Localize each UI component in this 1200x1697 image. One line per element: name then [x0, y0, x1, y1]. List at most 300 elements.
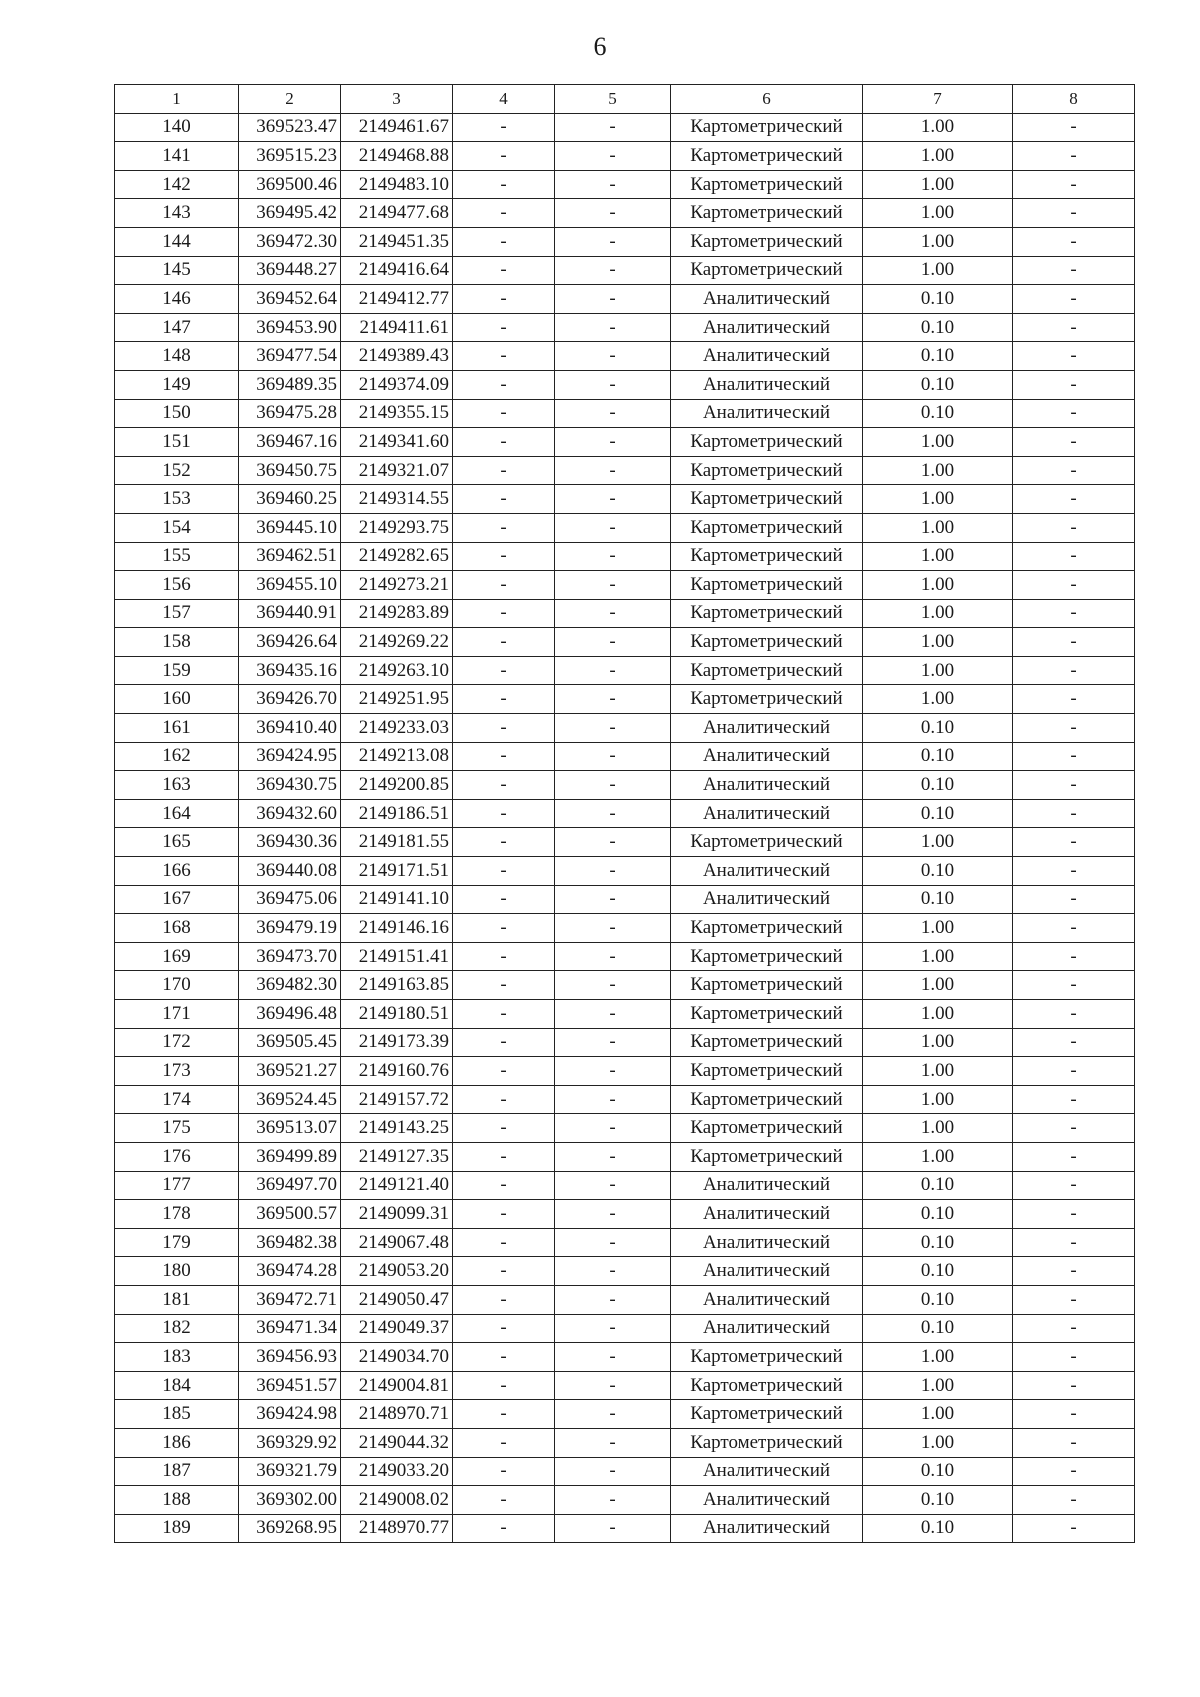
col-4-cell: -	[453, 1314, 555, 1343]
table-row	[115, 227, 1135, 256]
col-5-cell: -	[555, 1400, 671, 1429]
col-4-cell: -	[453, 914, 555, 943]
col-5-cell: -	[555, 1257, 671, 1286]
coord-x-cell: 369472.71	[239, 1285, 341, 1314]
point-number-cell: 172	[115, 1028, 239, 1057]
col-8-cell: -	[1013, 399, 1135, 428]
coord-x-cell: 369474.28	[239, 1257, 341, 1286]
coord-x-cell: 369268.95	[239, 1514, 341, 1543]
col-5-cell: -	[555, 1171, 671, 1200]
point-number-cell: 187	[115, 1457, 239, 1486]
coord-x-cell: 369426.70	[239, 685, 341, 714]
coord-y-cell: 2149121.40	[341, 1171, 453, 1200]
col-8-cell: -	[1013, 628, 1135, 657]
coord-y-cell: 2149151.41	[341, 942, 453, 971]
coord-y-cell: 2148970.71	[341, 1400, 453, 1429]
col-5-cell: -	[555, 1000, 671, 1029]
accuracy-cell: 0.10	[863, 342, 1013, 371]
coord-x-cell: 369515.23	[239, 142, 341, 171]
method-cell: Аналитический	[671, 342, 863, 371]
col-8-cell: -	[1013, 714, 1135, 743]
point-number-cell: 160	[115, 685, 239, 714]
col-5-cell: -	[555, 1514, 671, 1543]
coord-y-cell: 2149008.02	[341, 1486, 453, 1515]
method-cell: Картометрический	[671, 1085, 863, 1114]
col-4-cell: -	[453, 199, 555, 228]
table-row	[115, 285, 1135, 314]
table-row	[115, 399, 1135, 428]
method-cell: Картометрический	[671, 942, 863, 971]
col-4-cell: -	[453, 485, 555, 514]
accuracy-cell: 1.00	[863, 1400, 1013, 1429]
col-5-cell: -	[555, 1114, 671, 1143]
accuracy-cell: 1.00	[863, 685, 1013, 714]
coord-x-cell: 369495.42	[239, 199, 341, 228]
coord-x-cell: 369472.30	[239, 227, 341, 256]
table-row	[115, 485, 1135, 514]
method-cell: Картометрический	[671, 256, 863, 285]
coord-y-cell: 2149127.35	[341, 1142, 453, 1171]
method-cell: Аналитический	[671, 1457, 863, 1486]
col-4-cell: -	[453, 571, 555, 600]
point-number-cell: 182	[115, 1314, 239, 1343]
col-8-cell: -	[1013, 1371, 1135, 1400]
coord-y-cell: 2149004.81	[341, 1371, 453, 1400]
point-number-cell: 169	[115, 942, 239, 971]
col-4-cell: -	[453, 513, 555, 542]
col-8-cell: -	[1013, 285, 1135, 314]
method-cell: Картометрический	[671, 656, 863, 685]
point-number-cell: 185	[115, 1400, 239, 1429]
coord-x-cell: 369302.00	[239, 1486, 341, 1515]
method-cell: Картометрический	[671, 828, 863, 857]
table-row	[115, 1371, 1135, 1400]
col-5-cell: -	[555, 771, 671, 800]
coord-y-cell: 2149412.77	[341, 285, 453, 314]
method-cell: Картометрический	[671, 971, 863, 1000]
coord-x-cell: 369460.25	[239, 485, 341, 514]
col-8-cell: -	[1013, 1428, 1135, 1457]
point-number-cell: 163	[115, 771, 239, 800]
method-cell: Картометрический	[671, 170, 863, 199]
accuracy-cell: 0.10	[863, 1285, 1013, 1314]
column-header-7: 7	[863, 85, 1013, 114]
col-4-cell: -	[453, 370, 555, 399]
accuracy-cell: 1.00	[863, 1343, 1013, 1372]
col-8-cell: -	[1013, 571, 1135, 600]
coord-x-cell: 369445.10	[239, 513, 341, 542]
col-8-cell: -	[1013, 1142, 1135, 1171]
coord-x-cell: 369475.28	[239, 399, 341, 428]
coord-y-cell: 2149044.32	[341, 1428, 453, 1457]
coord-y-cell: 2149263.10	[341, 656, 453, 685]
coord-y-cell: 2149143.25	[341, 1114, 453, 1143]
col-5-cell: -	[555, 885, 671, 914]
accuracy-cell: 1.00	[863, 828, 1013, 857]
col-5-cell: -	[555, 628, 671, 657]
column-header-8: 8	[1013, 85, 1135, 114]
column-header-6: 6	[671, 85, 863, 114]
point-number-cell: 186	[115, 1428, 239, 1457]
col-4-cell: -	[453, 1486, 555, 1515]
point-number-cell: 164	[115, 799, 239, 828]
col-5-cell: -	[555, 428, 671, 457]
col-4-cell: -	[453, 1371, 555, 1400]
coord-x-cell: 369499.89	[239, 1142, 341, 1171]
column-header-2: 2	[239, 85, 341, 114]
point-number-cell: 175	[115, 1114, 239, 1143]
point-number-cell: 158	[115, 628, 239, 657]
col-8-cell: -	[1013, 1257, 1135, 1286]
col-5-cell: -	[555, 227, 671, 256]
col-4-cell: -	[453, 1228, 555, 1257]
point-number-cell: 146	[115, 285, 239, 314]
accuracy-cell: 1.00	[863, 656, 1013, 685]
accuracy-cell: 1.00	[863, 942, 1013, 971]
col-4-cell: -	[453, 1000, 555, 1029]
coord-x-cell: 369440.91	[239, 599, 341, 628]
point-number-cell: 166	[115, 857, 239, 886]
table-row	[115, 342, 1135, 371]
coord-x-cell: 369462.51	[239, 542, 341, 571]
coord-x-cell: 369475.06	[239, 885, 341, 914]
table-row	[115, 113, 1135, 142]
table-row	[115, 971, 1135, 1000]
col-8-cell: -	[1013, 942, 1135, 971]
accuracy-cell: 1.00	[863, 456, 1013, 485]
col-4-cell: -	[453, 399, 555, 428]
col-8-cell: -	[1013, 1114, 1135, 1143]
col-4-cell: -	[453, 1285, 555, 1314]
col-4-cell: -	[453, 342, 555, 371]
col-5-cell: -	[555, 1343, 671, 1372]
table-row	[115, 1057, 1135, 1086]
point-number-cell: 181	[115, 1285, 239, 1314]
coord-y-cell: 2149186.51	[341, 799, 453, 828]
point-number-cell: 174	[115, 1085, 239, 1114]
coord-x-cell: 369448.27	[239, 256, 341, 285]
col-8-cell: -	[1013, 1200, 1135, 1229]
method-cell: Аналитический	[671, 1514, 863, 1543]
coordinates-table	[114, 84, 1135, 1543]
col-8-cell: -	[1013, 885, 1135, 914]
method-cell: Аналитический	[671, 1228, 863, 1257]
coord-y-cell: 2149461.67	[341, 113, 453, 142]
method-cell: Картометрический	[671, 428, 863, 457]
accuracy-cell: 0.10	[863, 1228, 1013, 1257]
col-8-cell: -	[1013, 1343, 1135, 1372]
col-4-cell: -	[453, 1142, 555, 1171]
table-row	[115, 1257, 1135, 1286]
coord-y-cell: 2149293.75	[341, 513, 453, 542]
accuracy-cell: 1.00	[863, 256, 1013, 285]
coord-y-cell: 2149163.85	[341, 971, 453, 1000]
accuracy-cell: 1.00	[863, 1000, 1013, 1029]
table-row	[115, 742, 1135, 771]
point-number-cell: 165	[115, 828, 239, 857]
col-5-cell: -	[555, 513, 671, 542]
col-4-cell: -	[453, 1428, 555, 1457]
accuracy-cell: 1.00	[863, 428, 1013, 457]
coord-y-cell: 2149067.48	[341, 1228, 453, 1257]
col-4-cell: -	[453, 170, 555, 199]
table-row	[115, 1314, 1135, 1343]
col-8-cell: -	[1013, 828, 1135, 857]
coord-x-cell: 369471.34	[239, 1314, 341, 1343]
point-number-cell: 168	[115, 914, 239, 943]
coord-x-cell: 369424.95	[239, 742, 341, 771]
method-cell: Аналитический	[671, 313, 863, 342]
table-row	[115, 714, 1135, 743]
accuracy-cell: 0.10	[863, 313, 1013, 342]
table-row	[115, 1085, 1135, 1114]
method-cell: Картометрический	[671, 542, 863, 571]
table-row	[115, 1114, 1135, 1143]
col-4-cell: -	[453, 656, 555, 685]
col-5-cell: -	[555, 1028, 671, 1057]
col-5-cell: -	[555, 456, 671, 485]
accuracy-cell: 1.00	[863, 1114, 1013, 1143]
point-number-cell: 140	[115, 113, 239, 142]
accuracy-cell: 0.10	[863, 857, 1013, 886]
method-cell: Аналитический	[671, 799, 863, 828]
col-4-cell: -	[453, 285, 555, 314]
method-cell: Картометрический	[671, 456, 863, 485]
col-8-cell: -	[1013, 456, 1135, 485]
accuracy-cell: 0.10	[863, 370, 1013, 399]
coord-y-cell: 2149269.22	[341, 628, 453, 657]
accuracy-cell: 0.10	[863, 1257, 1013, 1286]
col-8-cell: -	[1013, 513, 1135, 542]
coord-y-cell: 2149157.72	[341, 1085, 453, 1114]
accuracy-cell: 1.00	[863, 542, 1013, 571]
method-cell: Картометрический	[671, 485, 863, 514]
col-8-cell: -	[1013, 656, 1135, 685]
coord-y-cell: 2149034.70	[341, 1343, 453, 1372]
method-cell: Картометрический	[671, 685, 863, 714]
col-4-cell: -	[453, 313, 555, 342]
col-8-cell: -	[1013, 1514, 1135, 1543]
col-5-cell: -	[555, 714, 671, 743]
col-5-cell: -	[555, 656, 671, 685]
coord-y-cell: 2149141.10	[341, 885, 453, 914]
coord-y-cell: 2149374.09	[341, 370, 453, 399]
col-4-cell: -	[453, 1257, 555, 1286]
table-row	[115, 1514, 1135, 1543]
coord-y-cell: 2149477.68	[341, 199, 453, 228]
coord-x-cell: 369473.70	[239, 942, 341, 971]
coord-x-cell: 369426.64	[239, 628, 341, 657]
col-4-cell: -	[453, 857, 555, 886]
method-cell: Аналитический	[671, 1314, 863, 1343]
coord-x-cell: 369482.30	[239, 971, 341, 1000]
col-4-cell: -	[453, 771, 555, 800]
coord-x-cell: 369467.16	[239, 428, 341, 457]
col-8-cell: -	[1013, 1285, 1135, 1314]
point-number-cell: 149	[115, 370, 239, 399]
col-5-cell: -	[555, 342, 671, 371]
col-4-cell: -	[453, 113, 555, 142]
col-4-cell: -	[453, 1514, 555, 1543]
coord-x-cell: 369524.45	[239, 1085, 341, 1114]
coord-y-cell: 2149213.08	[341, 742, 453, 771]
col-8-cell: -	[1013, 1400, 1135, 1429]
col-8-cell: -	[1013, 1171, 1135, 1200]
col-4-cell: -	[453, 1200, 555, 1229]
point-number-cell: 148	[115, 342, 239, 371]
coord-y-cell: 2149050.47	[341, 1285, 453, 1314]
point-number-cell: 141	[115, 142, 239, 171]
col-4-cell: -	[453, 942, 555, 971]
method-cell: Аналитический	[671, 857, 863, 886]
coord-x-cell: 369321.79	[239, 1457, 341, 1486]
table-row	[115, 1200, 1135, 1229]
col-8-cell: -	[1013, 1057, 1135, 1086]
method-cell: Аналитический	[671, 370, 863, 399]
table-row	[115, 914, 1135, 943]
table-row	[115, 199, 1135, 228]
table-row	[115, 370, 1135, 399]
coord-x-cell: 369430.36	[239, 828, 341, 857]
method-cell: Картометрический	[671, 628, 863, 657]
table-row	[115, 428, 1135, 457]
col-5-cell: -	[555, 857, 671, 886]
table-row	[115, 885, 1135, 914]
accuracy-cell: 1.00	[863, 513, 1013, 542]
accuracy-cell: 0.10	[863, 742, 1013, 771]
col-5-cell: -	[555, 1085, 671, 1114]
accuracy-cell: 0.10	[863, 885, 1013, 914]
accuracy-cell: 0.10	[863, 399, 1013, 428]
col-5-cell: -	[555, 599, 671, 628]
col-5-cell: -	[555, 256, 671, 285]
column-header-4: 4	[453, 85, 555, 114]
table-row	[115, 1486, 1135, 1515]
coord-y-cell: 2149180.51	[341, 1000, 453, 1029]
method-cell: Картометрический	[671, 914, 863, 943]
col-4-cell: -	[453, 599, 555, 628]
point-number-cell: 180	[115, 1257, 239, 1286]
table-row	[115, 1428, 1135, 1457]
method-cell: Картометрический	[671, 113, 863, 142]
coord-y-cell: 2149146.16	[341, 914, 453, 943]
table-row	[115, 599, 1135, 628]
coord-y-cell: 2149049.37	[341, 1314, 453, 1343]
coord-y-cell: 2149233.03	[341, 714, 453, 743]
method-cell: Картометрический	[671, 1343, 863, 1372]
point-number-cell: 157	[115, 599, 239, 628]
column-header-3: 3	[341, 85, 453, 114]
method-cell: Аналитический	[671, 1200, 863, 1229]
col-8-cell: -	[1013, 113, 1135, 142]
accuracy-cell: 1.00	[863, 599, 1013, 628]
table-row	[115, 942, 1135, 971]
coord-x-cell: 369456.93	[239, 1343, 341, 1372]
point-number-cell: 177	[115, 1171, 239, 1200]
col-4-cell: -	[453, 1114, 555, 1143]
col-5-cell: -	[555, 1314, 671, 1343]
point-number-cell: 145	[115, 256, 239, 285]
col-4-cell: -	[453, 227, 555, 256]
method-cell: Картометрический	[671, 599, 863, 628]
coord-x-cell: 369435.16	[239, 656, 341, 685]
col-5-cell: -	[555, 1371, 671, 1400]
col-8-cell: -	[1013, 799, 1135, 828]
method-cell: Картометрический	[671, 1028, 863, 1057]
coord-x-cell: 369440.08	[239, 857, 341, 886]
col-4-cell: -	[453, 1085, 555, 1114]
accuracy-cell: 0.10	[863, 1486, 1013, 1515]
table-row	[115, 628, 1135, 657]
coord-y-cell: 2149451.35	[341, 227, 453, 256]
coord-x-cell: 369513.07	[239, 1114, 341, 1143]
method-cell: Картометрический	[671, 1000, 863, 1029]
accuracy-cell: 1.00	[863, 1057, 1013, 1086]
col-5-cell: -	[555, 828, 671, 857]
accuracy-cell: 1.00	[863, 170, 1013, 199]
col-4-cell: -	[453, 142, 555, 171]
coord-x-cell: 369477.54	[239, 342, 341, 371]
coord-y-cell: 2149389.43	[341, 342, 453, 371]
method-cell: Картометрический	[671, 1142, 863, 1171]
col-5-cell: -	[555, 199, 671, 228]
col-4-cell: -	[453, 1028, 555, 1057]
table-row	[115, 1228, 1135, 1257]
coord-y-cell: 2149468.88	[341, 142, 453, 171]
col-5-cell: -	[555, 742, 671, 771]
col-8-cell: -	[1013, 1028, 1135, 1057]
point-number-cell: 184	[115, 1371, 239, 1400]
coord-y-cell: 2149160.76	[341, 1057, 453, 1086]
col-8-cell: -	[1013, 1085, 1135, 1114]
method-cell: Картометрический	[671, 227, 863, 256]
table-row	[115, 1000, 1135, 1029]
coord-x-cell: 369500.57	[239, 1200, 341, 1229]
table-row	[115, 1457, 1135, 1486]
coord-y-cell: 2149251.95	[341, 685, 453, 714]
accuracy-cell: 0.10	[863, 1200, 1013, 1229]
coord-y-cell: 2149099.31	[341, 1200, 453, 1229]
accuracy-cell: 0.10	[863, 714, 1013, 743]
col-5-cell: -	[555, 313, 671, 342]
col-8-cell: -	[1013, 1486, 1135, 1515]
col-8-cell: -	[1013, 227, 1135, 256]
coord-x-cell: 369410.40	[239, 714, 341, 743]
coord-x-cell: 369450.75	[239, 456, 341, 485]
point-number-cell: 153	[115, 485, 239, 514]
point-number-cell: 178	[115, 1200, 239, 1229]
coord-x-cell: 369455.10	[239, 571, 341, 600]
accuracy-cell: 1.00	[863, 628, 1013, 657]
coord-y-cell: 2149411.61	[341, 313, 453, 342]
table-row	[115, 828, 1135, 857]
table-row	[115, 513, 1135, 542]
coord-y-cell: 2149341.60	[341, 428, 453, 457]
col-8-cell: -	[1013, 1000, 1135, 1029]
coord-x-cell: 369329.92	[239, 1428, 341, 1457]
accuracy-cell: 1.00	[863, 227, 1013, 256]
col-8-cell: -	[1013, 342, 1135, 371]
table-row	[115, 1343, 1135, 1372]
coord-y-cell: 2149416.64	[341, 256, 453, 285]
col-5-cell: -	[555, 485, 671, 514]
method-cell: Картометрический	[671, 1371, 863, 1400]
method-cell: Аналитический	[671, 742, 863, 771]
table-row	[115, 1142, 1135, 1171]
method-cell: Аналитический	[671, 714, 863, 743]
point-number-cell: 147	[115, 313, 239, 342]
point-number-cell: 167	[115, 885, 239, 914]
